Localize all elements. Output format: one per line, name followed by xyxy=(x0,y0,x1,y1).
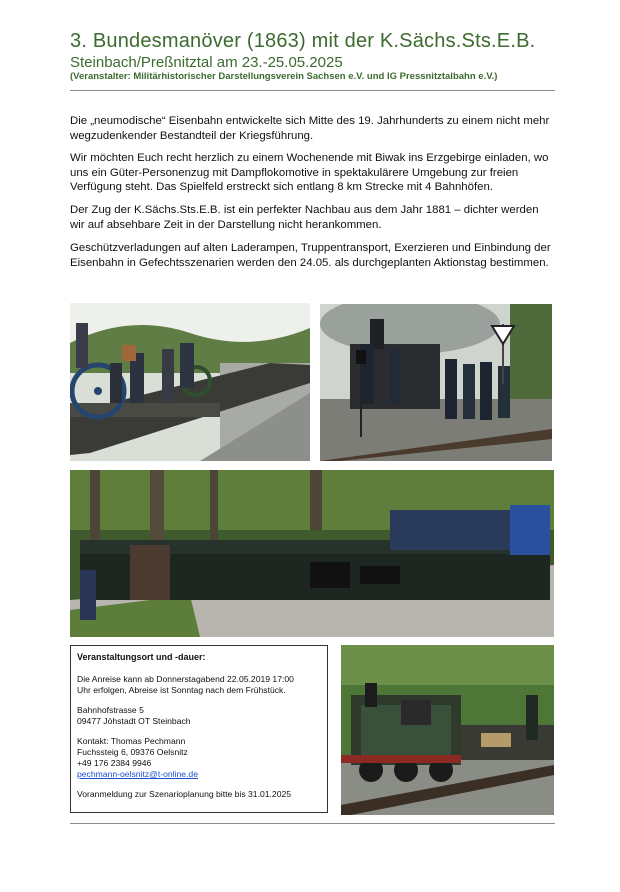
arrival-text-line2: Uhr erfolgen, Abreise ist Sonntag nach dem Frühstück. xyxy=(77,685,286,695)
photo-locomotive-soldiers xyxy=(320,304,552,461)
photo-green-locomotive xyxy=(341,645,554,815)
invitation-paragraph: Wir möchten Euch recht herzlich zu einem Wochenende mit Biwak ins Erzgebirge einladen, wo uns ein Güter-Personenzug mit Dampflokomotive in spektakulärere Umgebung zur freien Verfügung steht. Das Spielfeld erstreckt sich entlang 8 km Strecke mit 4 Bahnhöfen. xyxy=(70,152,549,193)
program-paragraph: Geschützverladungen auf alten Laderampen, Truppentransport, Exerzieren und Einbindung der Eisenbahn in Gefechtsszenarien werden den 24.05. als durchgeplanten Aktionstag bestimmen. xyxy=(70,242,551,269)
event-info-box xyxy=(70,645,328,813)
train-paragraph: Der Zug der K.Sächs.Sts.E.B. ist ein perfekter Nachbau aus dem Jahr 1881 – dichter werden wir auf absehbare Zeit in der Darstellung nicht herankommen. xyxy=(70,204,539,231)
contact-street: Fuchssteig 6, 09376 Oelsnitz xyxy=(77,747,188,757)
organizer-note: (Veranstalter: Militärhistorischer Darstellungsverein Sachsen e.V. und IG Pressnitztalbahn e.V.) xyxy=(70,71,498,82)
page-title: 3. Bundesmanöver (1863) mit der K.Sächs.Sts.E.B. xyxy=(70,30,536,52)
venue-city: 09477 Jöhstadt OT Steinbach xyxy=(77,716,191,726)
arrival-text-line1: Die Anreise kann ab Donnerstagabend 22.05.2019 17:00 xyxy=(77,674,294,684)
registration-deadline: Voranmeldung zur Szenarioplanung bitte bis 31.01.2025 xyxy=(77,789,292,799)
contact-name: Kontakt: Thomas Pechmann xyxy=(77,736,186,746)
footer-divider xyxy=(70,823,555,824)
intro-paragraph: Die „neumodische“ Eisenbahn entwickelte sich Mitte des 19. Jahrhunderts zu einem nicht mehr wegzudenkender Bestandteil der Kriegsführung. xyxy=(70,115,550,142)
info-title: Veranstaltungsort und -dauer: xyxy=(77,652,206,662)
contact-phone: +49 176 2384 9946 xyxy=(77,758,152,768)
contact-email-link[interactable]: pechmann-oelsnitz@t-online.de xyxy=(77,769,198,779)
photo-group-reenactors xyxy=(70,470,554,637)
photo-cannon-wagon xyxy=(70,303,310,461)
venue-street: Bahnhofstrasse 5 xyxy=(77,705,144,715)
page-subtitle: Steinbach/Preßnitztal am 23.-25.05.2025 xyxy=(70,54,343,71)
header-divider xyxy=(70,90,555,91)
